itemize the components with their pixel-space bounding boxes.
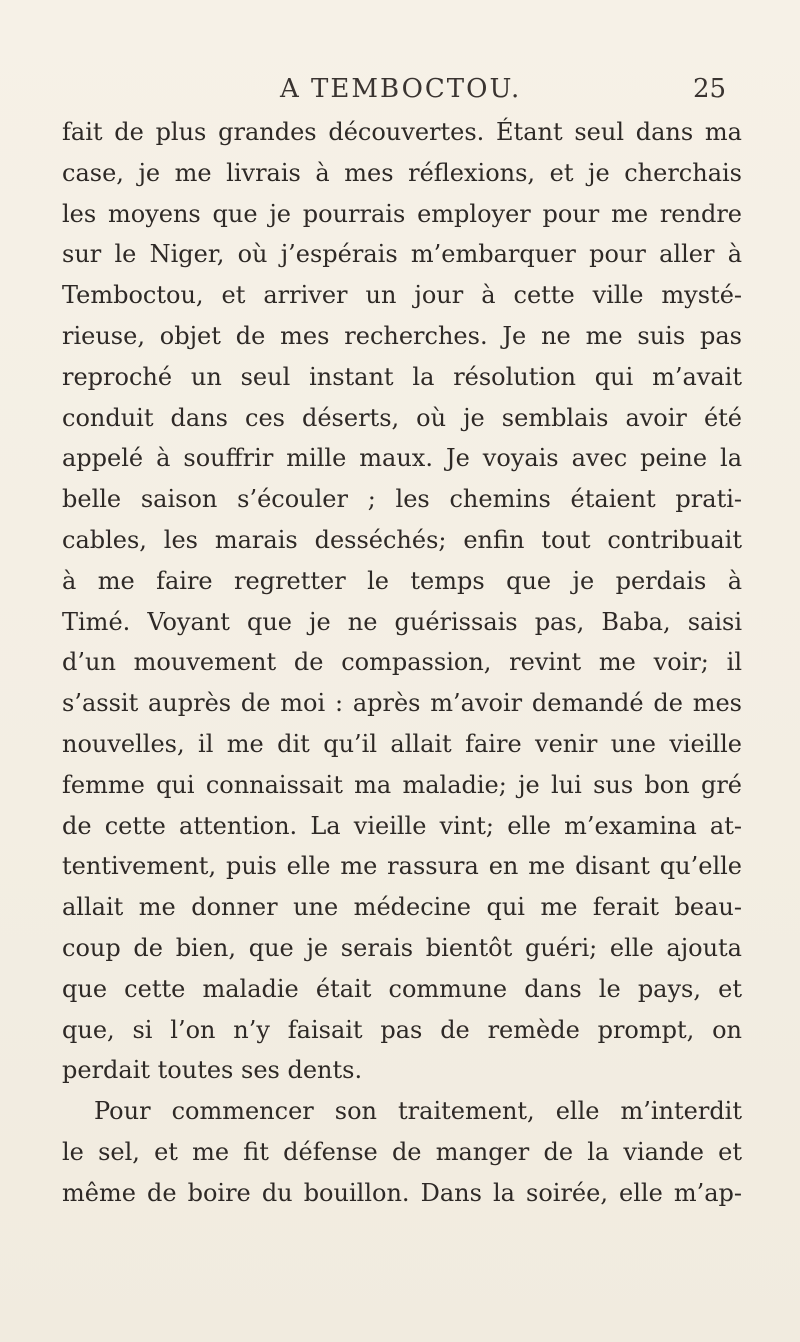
text-line: fait de plus grandes découvertes. Étant seul dans ma (62, 118, 742, 146)
text-line: conduit dans ces déserts, où je semblais avoir été (62, 403, 742, 432)
text-line: le sel, et me fit défense de manger de la viande et (62, 1137, 742, 1166)
text-line: Temboctou, et arriver un jour à cette ville mysté- (62, 281, 742, 310)
text-line: allait me donner une médecine qui me ferait beau- (62, 893, 742, 922)
text-line: case, je me livrais à mes réflexions, et je cherchais (62, 158, 742, 187)
text-line: que, si l’on n’y faisait pas de remède prompt, on (62, 1015, 742, 1044)
running-title: A TEMBOCTOU. (280, 74, 522, 104)
page-number: 25 (693, 74, 727, 104)
text-line: d’un mouvement de compassion, revint me voir; il (62, 648, 742, 677)
text-line: Pour commencer son traitement, elle m’interdit (94, 1097, 742, 1126)
text-line: Timé. Voyant que je ne guérissais pas, Baba, saisi (62, 607, 742, 636)
text-line: nouvelles, il me dit qu’il allait faire venir une vieille (62, 729, 742, 758)
text-line: rieuse, objet de mes recherches. Je ne me suis pas (62, 321, 742, 350)
text-line: s’assit auprès de moi : après m’avoir demandé de mes (62, 689, 742, 718)
text-line: cables, les marais desséchés; enfin tout contribuait (62, 525, 742, 554)
text-line: à me faire regretter le temps que je perdais à (62, 566, 742, 595)
text-line: de cette attention. La vieille vint; elle m’examina at- (62, 811, 742, 840)
text-line: même de boire du bouillon. Dans la soirée, elle m’ap- (62, 1178, 742, 1207)
text-line: perdait toutes ses dents. (62, 1056, 363, 1085)
text-line: tentivement, puis elle me rassura en me disant qu’elle (62, 852, 742, 881)
text-line: reproché un seul instant la résolution qui m’avait (62, 362, 742, 391)
text-line: sur le Niger, où j’espérais m’embarquer pour aller à (62, 240, 742, 269)
running-head (0, 74, 800, 114)
text-line: femme qui connaissait ma maladie; je lui sus bon gré (62, 770, 742, 799)
text-line: coup de bien, que je serais bientôt guéri; elle ajouta (62, 933, 742, 962)
text-line: appelé à souffrir mille maux. Je voyais avec peine la (62, 444, 742, 473)
text-line: les moyens que je pourrais employer pour me rendre (62, 199, 742, 228)
text-line: que cette maladie était commune dans le pays, et (62, 974, 742, 1003)
body-text (62, 112, 742, 1214)
text-line: belle saison s’écouler ; les chemins étaient prati- (62, 485, 742, 514)
